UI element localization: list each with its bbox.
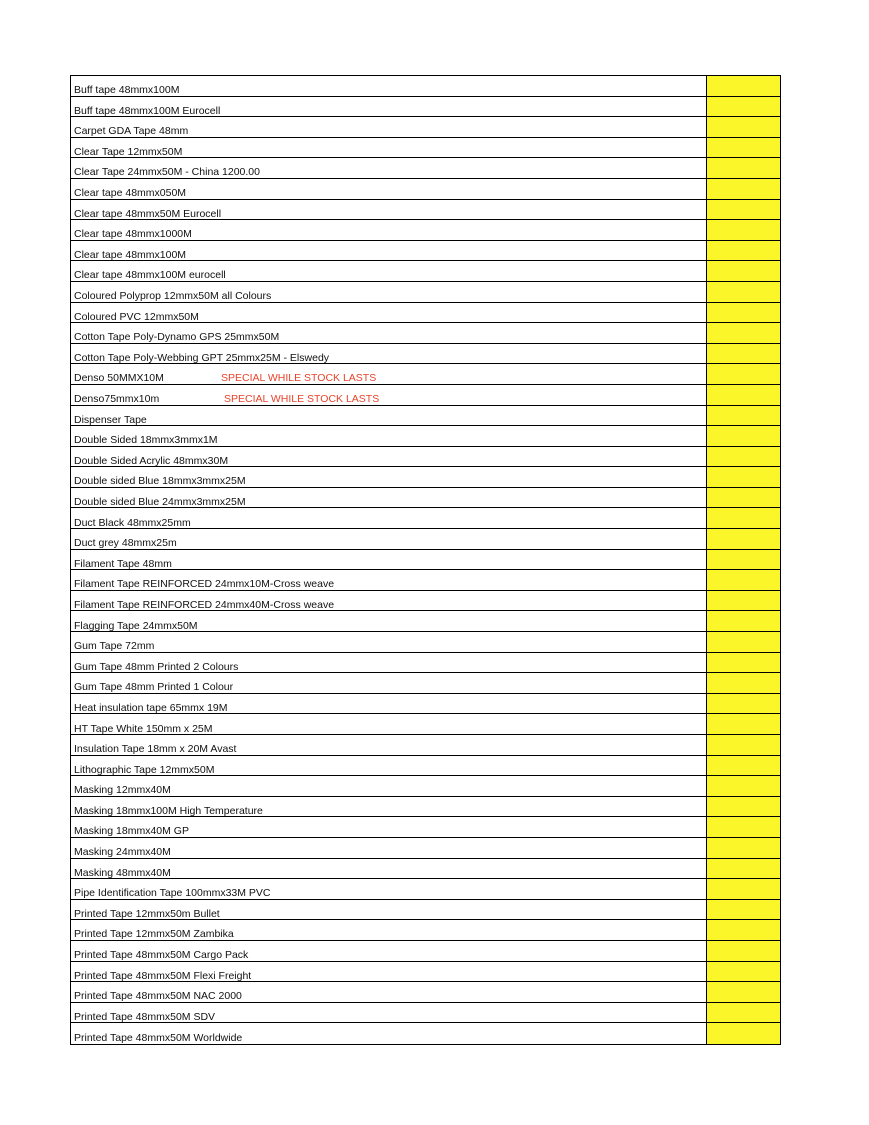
quantity-cell[interactable] [707, 653, 780, 673]
quantity-cell[interactable] [707, 797, 780, 817]
description-cell [71, 1023, 707, 1044]
product-description: Cotton Tape Poly-Dynamo GPS 25mmx50M [74, 331, 280, 344]
quantity-cell[interactable] [707, 97, 780, 117]
description-cell [71, 653, 707, 673]
quantity-cell[interactable] [707, 179, 780, 199]
product-description: Masking 12mmx40M [74, 784, 171, 797]
table-row [71, 508, 780, 529]
description-cell [71, 632, 707, 652]
quantity-cell[interactable] [707, 406, 780, 426]
product-description: Dispenser Tape [74, 413, 147, 426]
description-cell [71, 158, 707, 178]
product-description: Filament Tape REINFORCED 24mmx40M-Cross weave [74, 598, 335, 611]
description-cell [71, 941, 707, 961]
description-cell [71, 838, 707, 858]
product-description: Printed Tape 12mmx50m Bullet [74, 907, 220, 920]
description-cell [71, 220, 707, 240]
table-row [71, 385, 780, 406]
table-row [71, 447, 780, 468]
table-row [71, 467, 780, 488]
table-row [71, 714, 780, 735]
table-row [71, 817, 780, 838]
table-row [71, 323, 780, 344]
product-description: Buff tape 48mmx100M Eurocell [74, 104, 221, 117]
product-description: Pipe Identification Tape 100mmx33M PVC [74, 887, 271, 900]
table-row [71, 982, 780, 1003]
table-row [71, 611, 780, 632]
description-cell [71, 138, 707, 158]
quantity-cell[interactable] [707, 282, 780, 302]
quantity-cell[interactable] [707, 900, 780, 920]
product-description: Filament Tape REINFORCED 24mmx10M-Cross weave [74, 578, 335, 591]
product-description: Coloured PVC 12mmx50M [74, 310, 199, 323]
description-cell [71, 179, 707, 199]
product-description: Double Sided 18mmx3mmx1M [74, 434, 218, 447]
quantity-cell[interactable] [707, 447, 780, 467]
description-cell [71, 200, 707, 220]
quantity-cell[interactable] [707, 735, 780, 755]
table-row [71, 570, 780, 591]
description-cell [71, 344, 707, 364]
quantity-cell[interactable] [707, 920, 780, 940]
table-row [71, 632, 780, 653]
product-description: Denso 50MMX10M [74, 372, 164, 385]
table-row [71, 900, 780, 921]
product-description: Buff tape 48mmx100M [74, 84, 180, 97]
product-description: Cotton Tape Poly-Webbing GPT 25mmx25M - Elswedy [74, 351, 330, 364]
product-description: Flagging Tape 24mmx50M [74, 619, 198, 632]
quantity-cell[interactable] [707, 529, 780, 549]
table-row [71, 920, 780, 941]
quantity-cell[interactable] [707, 570, 780, 590]
table-row [71, 550, 780, 571]
description-cell [71, 447, 707, 467]
table-row [71, 200, 780, 221]
product-description: Printed Tape 48mmx50M SDV [74, 1010, 216, 1023]
description-cell [71, 920, 707, 940]
table-row [71, 756, 780, 777]
product-description: Clear Tape 24mmx50M - China 1200.00 [74, 166, 260, 179]
quantity-cell[interactable] [707, 76, 780, 96]
quantity-cell[interactable] [707, 323, 780, 343]
table-row [71, 1023, 780, 1044]
table-row [71, 673, 780, 694]
quantity-cell[interactable] [707, 1003, 780, 1023]
description-cell [71, 550, 707, 570]
description-cell [71, 982, 707, 1002]
product-description: HT Tape White 150mm x 25M [74, 722, 213, 735]
table-row [71, 406, 780, 427]
product-description: Carpet GDA Tape 48mm [74, 125, 189, 138]
product-description: Gum Tape 48mm Printed 1 Colour [74, 681, 234, 694]
table-row [71, 344, 780, 365]
description-cell [71, 756, 707, 776]
table-row [71, 97, 780, 118]
table-row [71, 220, 780, 241]
quantity-cell[interactable] [707, 1023, 780, 1044]
quantity-cell[interactable] [707, 303, 780, 323]
table-row [71, 426, 780, 447]
product-description: Filament Tape 48mm [74, 557, 172, 570]
description-cell [71, 673, 707, 693]
description-cell [71, 282, 707, 302]
description-cell [71, 117, 707, 137]
description-cell [71, 323, 707, 343]
quantity-cell[interactable] [707, 385, 780, 405]
table-row [71, 179, 780, 200]
description-cell [71, 529, 707, 549]
description-cell [71, 426, 707, 446]
description-cell [71, 508, 707, 528]
table-row [71, 158, 780, 179]
product-description: Double Sided Acrylic 48mmx30M [74, 454, 229, 467]
quantity-cell[interactable] [707, 488, 780, 508]
description-cell [71, 364, 707, 384]
product-description: Double sided Blue 24mmx3mmx25M [74, 495, 246, 508]
table-row [71, 303, 780, 324]
description-cell [71, 241, 707, 261]
product-description: Denso75mmx10m [74, 393, 160, 405]
description-cell [71, 591, 707, 611]
description-cell [71, 1003, 707, 1023]
table-row [71, 879, 780, 900]
quantity-cell[interactable] [707, 364, 780, 384]
product-description: Masking 18mmx100M High Temperature [74, 804, 263, 817]
description-cell [71, 859, 707, 879]
quantity-cell[interactable] [707, 138, 780, 158]
product-table [70, 75, 781, 1045]
product-description: Duct grey 48mmx25m [74, 537, 177, 550]
table-row [71, 859, 780, 880]
table-row [71, 694, 780, 715]
quantity-cell[interactable] [707, 859, 780, 879]
quantity-cell[interactable] [707, 962, 780, 982]
quantity-cell[interactable] [707, 611, 780, 631]
product-description: Clear tape 48mmx50M Eurocell [74, 207, 222, 220]
description-cell [71, 797, 707, 817]
table-row [71, 364, 780, 385]
quantity-cell[interactable] [707, 817, 780, 837]
description-cell [71, 879, 707, 899]
table-row [71, 735, 780, 756]
product-description: Printed Tape 12mmx50M Zambika [74, 928, 234, 941]
product-description: Masking 48mmx40M [74, 866, 171, 879]
table-row [71, 488, 780, 509]
product-description: Duct Black 48mmx25mm [74, 516, 191, 529]
description-cell [71, 611, 707, 631]
quantity-cell[interactable] [707, 508, 780, 528]
quantity-cell[interactable] [707, 550, 780, 570]
quantity-cell[interactable] [707, 756, 780, 776]
quantity-cell[interactable] [707, 714, 780, 734]
description-cell [71, 488, 707, 508]
quantity-cell[interactable] [707, 344, 780, 364]
product-description: Printed Tape 48mmx50M Worldwide [74, 1032, 243, 1045]
product-description: Double sided Blue 18mmx3mmx25M [74, 475, 246, 488]
product-description: Clear tape 48mmx100M eurocell [74, 269, 226, 282]
table-row [71, 117, 780, 138]
quantity-cell[interactable] [707, 879, 780, 899]
table-row [71, 653, 780, 674]
product-description: Clear tape 48mmx100M [74, 248, 187, 261]
description-cell [71, 303, 707, 323]
table-row [71, 797, 780, 818]
table-row [71, 529, 780, 550]
description-cell [71, 261, 707, 281]
description-cell [71, 735, 707, 755]
quantity-cell[interactable] [707, 632, 780, 652]
description-cell [71, 714, 707, 734]
quantity-cell[interactable] [707, 941, 780, 961]
quantity-cell[interactable] [707, 776, 780, 796]
product-description: Masking 24mmx40M [74, 846, 171, 859]
product-description: Clear tape 48mmx050M [74, 187, 187, 200]
description-cell [71, 817, 707, 837]
table-row [71, 591, 780, 612]
table-row [71, 241, 780, 262]
product-description: Clear Tape 12mmx50M [74, 145, 183, 158]
product-description: Lithographic Tape 12mmx50M [74, 763, 215, 776]
quantity-cell[interactable] [707, 261, 780, 281]
quantity-cell[interactable] [707, 838, 780, 858]
table-row [71, 1003, 780, 1024]
description-cell [71, 406, 707, 426]
quantity-cell[interactable] [707, 200, 780, 220]
product-description: Clear tape 48mmx1000M [74, 228, 192, 241]
quantity-cell[interactable] [707, 673, 780, 693]
quantity-cell[interactable] [707, 220, 780, 240]
description-cell [71, 694, 707, 714]
table-row [71, 282, 780, 303]
product-description: Gum Tape 48mm Printed 2 Colours [74, 660, 239, 673]
description-cell [71, 385, 707, 405]
quantity-cell[interactable] [707, 694, 780, 714]
table-row [71, 261, 780, 282]
product-description: Printed Tape 48mmx50M NAC 2000 [74, 990, 242, 1003]
product-description: Printed Tape 48mmx50M Cargo Pack [74, 949, 249, 962]
description-cell [71, 900, 707, 920]
quantity-cell[interactable] [707, 117, 780, 137]
table-row [71, 76, 780, 97]
product-description: Heat insulation tape 65mmx 19M [74, 701, 228, 714]
description-cell [71, 570, 707, 590]
special-offer-note: SPECIAL WHILE STOCK LASTS [224, 393, 380, 405]
product-description: Printed Tape 48mmx50M Flexi Freight [74, 969, 252, 982]
quantity-cell[interactable] [707, 241, 780, 261]
product-description: Coloured Polyprop 12mmx50M all Colours [74, 290, 272, 303]
table-row [71, 776, 780, 797]
description-cell [71, 962, 707, 982]
product-description: Insulation Tape 18mm x 20M Avast [74, 743, 237, 756]
description-cell [71, 76, 707, 96]
description-cell [71, 776, 707, 796]
product-description: Gum Tape 72mm [74, 640, 155, 653]
table-row [71, 941, 780, 962]
product-description: Masking 18mmx40M GP [74, 825, 189, 838]
table-row [71, 138, 780, 159]
quantity-cell[interactable] [707, 591, 780, 611]
quantity-cell[interactable] [707, 158, 780, 178]
table-row [71, 962, 780, 983]
table-row [71, 838, 780, 859]
quantity-cell[interactable] [707, 426, 780, 446]
description-cell [71, 97, 707, 117]
quantity-cell[interactable] [707, 982, 780, 1002]
description-cell [71, 467, 707, 487]
special-offer-note: SPECIAL WHILE STOCK LASTS [221, 372, 377, 385]
quantity-cell[interactable] [707, 467, 780, 487]
